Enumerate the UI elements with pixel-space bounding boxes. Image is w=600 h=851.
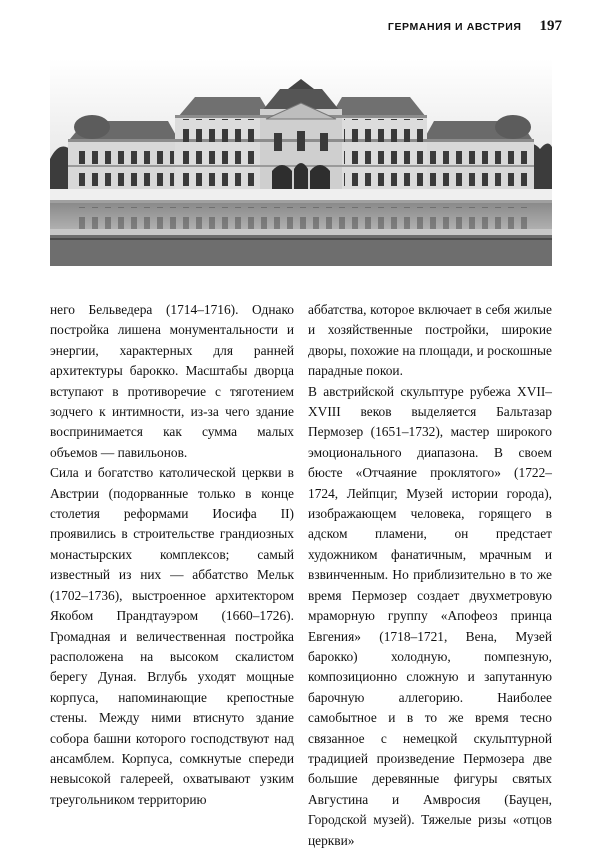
paragraph: аббатства, которое включает в себя жилые и хозяйственные постройки, широкие дворы, похожие на площади, и роскошные парадные покои. — [308, 302, 552, 379]
running-header — [388, 18, 562, 35]
palace-photo — [50, 59, 552, 266]
right-column — [308, 300, 552, 851]
paragraph: Сила и богатство католической церкви в Австрии (подорванные только в конце столетия реформами Иосифа II) проявились в строительстве грандиозных монастырских комплексов; самый известный из них — аббатство Мельк (1702–1736), выстроенное архитектором Якобом Прандтауэром (1660–1726). Громадная и величественная постройка расположена на высоком скалистом берегу Дуная. Вглубь уходят мощные корпуса, напоминающие крепостные стены. Между ними втиснуто здание собора башни которого господствуют над ансамблем. Корпуса, сомкнутые спереди невысокой галереей, охватывают узким треугольником территорию — [50, 465, 294, 807]
left-column — [50, 300, 294, 851]
palace-illustration — [50, 59, 552, 266]
paragraph: него Бельведера (1714–1716). Однако постройка лишена монументальности и энергии, характерных для ранней архитектуры барокко. Масштабы дворца вступают в противоречие с тяготением зодчего к интимности, из-за чего здание воспринимается как сумма малых объемов — павильонов. — [50, 302, 294, 460]
page-number: 197 — [539, 18, 562, 34]
text-columns — [50, 300, 552, 851]
paragraph: В австрийской скульптуре рубежа XVII–XVIII веков выделяется Бальтазар Пермозер (1651–1732), мастер широкого эмоционального диапазона. В своем бюсте «Отчаяние проклятого» (1722–1724, Лейпциг, Музей истории города), изображающем человека, горящего в адском пламени, он предстает художником фанатичным, мрачным и взвинченным. Но приблизительно в то же время Пермозер создает двухметровую мраморную группу «Апофеоз принца Евгения» (1718–1721, Вена, Музей барокко) холодную, помпезную, композиционно сложную и запутанную барочную аллегорию. Наиболее самобытное и в то же время тесно связанное с немецкой скульптурной традицией произведение Пермозера две большие деревянные фигуры святых Августина и Амвросия (Бауцен, Городской музей). Тяжелые ризы «отцов церкви» — [308, 383, 552, 848]
section-title: ГЕРМАНИЯ И АВСТРИЯ — [387, 21, 522, 33]
